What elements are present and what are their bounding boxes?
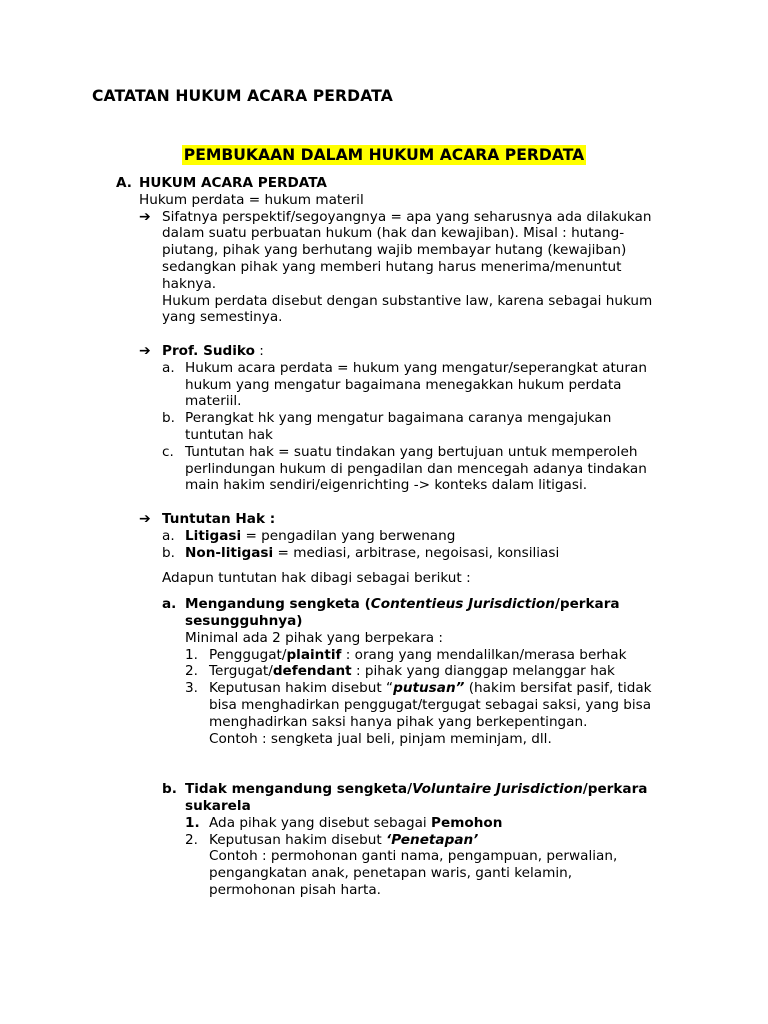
text-line: sesungguhnya): [185, 612, 303, 629]
text-line: main hakim sendiri/eigenrichting -> konteks dalam litigasi.: [185, 477, 588, 494]
text-line: dalam suatu perbuatan hukum (hak dan kewajiban). Misal : hutang-: [162, 225, 625, 242]
spacer: [116, 561, 676, 570]
list-marker: c.: [162, 443, 174, 460]
text-part: Tergugat/: [209, 663, 273, 680]
litigasi-def: = pengadilan yang berwenang: [241, 527, 456, 544]
list-marker: a.: [162, 359, 175, 376]
text-line: bisa menghadirkan penggugat/tergugat sebagai saksi, yang bisa: [209, 696, 652, 713]
non-litigasi-term: Non-litigasi: [185, 544, 274, 561]
text-part: Penggugat/: [209, 646, 287, 663]
text-part: /perkara: [582, 781, 648, 798]
bullet-sifatnya: [116, 209, 676, 226]
section-a-title-text: HUKUM ACARA PERDATA: [139, 175, 327, 191]
text-line: yang semestinya.: [162, 309, 283, 326]
list-marker: a.: [162, 527, 175, 544]
document-title: CATATAN HUKUM ACARA PERDATA: [92, 87, 393, 105]
text-line: piutang, pihak yang berhutang wajib membayar hutang (kewajiban): [162, 242, 627, 259]
list-marker: 1.: [185, 814, 200, 831]
text-line: perlindungan hukum di pengadilan dan mencegah adanya tindakan: [185, 460, 647, 477]
text-line: menghadirkan saksi hanya pihak yang berkepentingan.: [209, 713, 588, 730]
penetapan-term: ‘Penetapan’: [386, 831, 479, 848]
voluntaire-heading: [116, 781, 676, 798]
text-part: Tidak mengandung sengketa/: [185, 781, 413, 798]
spacer: [116, 494, 676, 511]
list-item: [116, 528, 676, 545]
text-line: Hukum perdata disebut dengan substantive law, karena sebagai hukum: [162, 292, 653, 309]
text-part: Keputusan hakim disebut “: [209, 680, 394, 697]
list-item: [116, 832, 676, 849]
text-part: : orang yang mendalilkan/merasa berhak: [341, 646, 627, 663]
section-heading-wrap: [0, 145, 768, 165]
plaintif-term: plaintif: [286, 646, 342, 663]
list-item: [116, 360, 676, 377]
highlighted-heading: PEMBUKAAN DALAM HUKUM ACARA PERDATA: [183, 146, 585, 164]
text-line: Perangkat hk yang mengatur bagaimana caranya mengajukan: [185, 410, 612, 427]
text-part: (hakim bersifat pasif, tidak: [464, 680, 652, 697]
voluntaire-term: Voluntaire Jurisdiction: [412, 781, 583, 798]
spacer: [116, 587, 676, 596]
text-line: Hukum acara perdata = hukum yang mengatur/seperangkat aturan: [185, 359, 647, 376]
sudiko-suffix: :: [254, 342, 264, 359]
list-marker: 3.: [185, 680, 198, 697]
document-body: [116, 175, 676, 899]
text-part: Mengandung sengketa (: [185, 596, 371, 613]
text-line: pengangkatan anak, penetapan waris, ganti kelamin,: [209, 865, 573, 882]
list-marker: 2.: [185, 663, 198, 680]
text-line: haknya.: [162, 275, 217, 292]
text-line: Minimal ada 2 pihak yang berpekara :: [185, 629, 443, 646]
text-line: Tuntutan hak = suatu tindakan yang bertujuan untuk memperoleh: [185, 443, 638, 460]
contentieus-term: Contentieus Jurisdiction: [370, 596, 555, 613]
text-line: Contoh : sengketa jual beli, pinjam meminjam, dll.: [209, 730, 552, 747]
text-line: Sifatnya perspektif/segoyangnya = apa yang seharusnya ada dilakukan: [162, 208, 652, 225]
defendant-term: defendant: [272, 663, 352, 680]
bullet-prof-sudiko: [116, 343, 676, 360]
list-item: [116, 545, 676, 562]
sudiko-label: Prof. Sudiko: [162, 342, 255, 359]
text-part: : pihak yang dianggap melanggar hak: [351, 663, 615, 680]
list-marker: b.: [162, 781, 177, 798]
arrow-bullet-icon: ➔: [139, 208, 151, 225]
spacer: [116, 747, 676, 781]
spacer: [116, 326, 676, 343]
pemohon-term: Pemohon: [431, 814, 503, 831]
sengketa-heading: [116, 596, 676, 613]
section-a-title: [116, 175, 676, 192]
list-item: [116, 647, 676, 664]
list-marker: a.: [162, 596, 177, 613]
bullet-tuntutan-hak: [116, 511, 676, 528]
hukum-perdata-line: Hukum perdata = hukum materil: [139, 191, 364, 208]
tuntutan-intro: Adapun tuntutan hak dibagi sebagai berikut :: [162, 570, 471, 587]
list-item: [116, 410, 676, 427]
list-marker: 1.: [185, 646, 198, 663]
list-item: [116, 680, 676, 697]
text-part: Keputusan hakim disebut: [209, 831, 387, 848]
list-item: [116, 663, 676, 680]
list-marker: b.: [162, 410, 175, 427]
list-marker: 2.: [185, 831, 198, 848]
text-part: /perkara: [554, 596, 620, 613]
text-line: tuntutan hak: [185, 426, 273, 443]
arrow-bullet-icon: ➔: [139, 510, 151, 527]
tuntutan-label: Tuntutan Hak :: [162, 510, 276, 527]
list-item: [116, 815, 676, 832]
text-line: sedangkan pihak yang memberi hutang harus menerima/menuntut: [162, 258, 622, 275]
list-item: [116, 444, 676, 461]
text-part: Ada pihak yang disebut sebagai: [209, 814, 432, 831]
text-line: hukum yang mengatur bagaimana menegakkan hukum perdata: [185, 376, 622, 393]
text-line: Contoh : permohonan ganti nama, pengampuan, perwalian,: [209, 848, 618, 865]
litigasi-term: Litigasi: [185, 527, 242, 544]
non-litigasi-def: = mediasi, arbitrase, negoisasi, konsiliasi: [273, 544, 560, 561]
text-line: sukarela: [185, 798, 251, 815]
list-marker: b.: [162, 544, 175, 561]
text-line: materiil.: [185, 393, 242, 410]
section-a-marker: A.: [116, 175, 132, 191]
text-line: permohonan pisah harta.: [209, 882, 381, 899]
putusan-term: putusan”: [393, 680, 465, 697]
arrow-bullet-icon: ➔: [139, 342, 151, 359]
